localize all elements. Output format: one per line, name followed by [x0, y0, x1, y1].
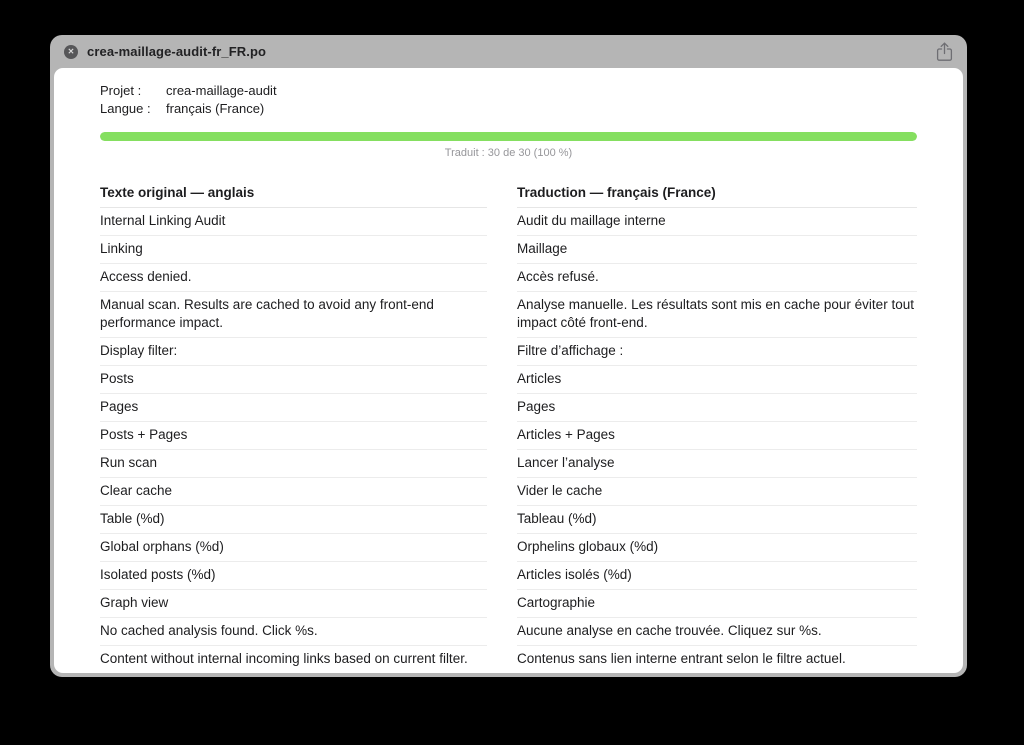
table-row	[100, 422, 917, 450]
table-row	[100, 338, 917, 366]
project-label: Projet :	[100, 83, 142, 98]
translation-cell: Articles isolés (%d)	[517, 562, 917, 590]
translation-cell: Maillage	[517, 236, 917, 264]
translation-cell: Analyse manuelle. Les résultats sont mis en cache pour éviter tout impact côté front-end.	[517, 292, 917, 338]
language-label: Langue :	[100, 101, 151, 116]
share-icon[interactable]	[936, 42, 953, 62]
table-row	[100, 394, 917, 422]
translation-table	[100, 180, 917, 673]
source-cell: Display filter:	[100, 338, 487, 366]
table-header-translation: Traduction — français (France)	[517, 180, 917, 208]
source-cell: Table (%d)	[100, 506, 487, 534]
preview-window	[50, 35, 967, 677]
progress-bar-fill	[100, 132, 917, 141]
translation-cell: Articles	[517, 366, 917, 394]
table-row	[100, 646, 917, 673]
translation-cell: Aucune analyse en cache trouvée. Cliquez sur %s.	[517, 618, 917, 646]
translation-cell: Cartographie	[517, 590, 917, 618]
source-cell: Isolated posts (%d)	[100, 562, 487, 590]
translation-cell: Lancer l’analyse	[517, 450, 917, 478]
language-row	[100, 100, 917, 118]
window-title: crea-maillage-audit-fr_FR.po	[87, 44, 267, 59]
translation-cell: Filtre d’affichage :	[517, 338, 917, 366]
source-cell: Graph view	[100, 590, 487, 618]
source-cell: Internal Linking Audit	[100, 208, 487, 236]
table-row	[100, 264, 917, 292]
table-row	[100, 506, 917, 534]
source-cell: Manual scan. Results are cached to avoid any front-end performance impact.	[100, 292, 487, 338]
translation-cell: Orphelins globaux (%d)	[517, 534, 917, 562]
table-row	[100, 208, 917, 236]
source-cell: Run scan	[100, 450, 487, 478]
source-cell: Content without internal incoming links based on current filter.	[100, 646, 487, 673]
table-row	[100, 618, 917, 646]
source-cell: Posts	[100, 366, 487, 394]
translation-cell: Tableau (%d)	[517, 506, 917, 534]
translation-table-body	[100, 208, 917, 673]
source-cell: Posts + Pages	[100, 422, 487, 450]
project-value: crea-maillage-audit	[166, 83, 277, 98]
file-metadata	[100, 82, 917, 118]
source-cell: Clear cache	[100, 478, 487, 506]
table-row	[100, 562, 917, 590]
translation-cell: Accès refusé.	[517, 264, 917, 292]
translation-cell: Articles + Pages	[517, 422, 917, 450]
translation-cell: Vider le cache	[517, 478, 917, 506]
progress-caption: Traduit : 30 de 30 (100 %)	[444, 147, 573, 159]
source-cell: No cached analysis found. Click %s.	[100, 618, 487, 646]
table-row	[100, 236, 917, 264]
translation-cell: Pages	[517, 394, 917, 422]
table-row	[100, 590, 917, 618]
project-row	[100, 82, 917, 100]
source-cell: Pages	[100, 394, 487, 422]
translation-cell: Contenus sans lien interne entrant selon le filtre actuel.	[517, 646, 917, 673]
table-row	[100, 292, 917, 338]
table-row	[100, 366, 917, 394]
source-cell: Global orphans (%d)	[100, 534, 487, 562]
titlebar	[50, 35, 967, 68]
table-header-source: Texte original — anglais	[100, 180, 487, 208]
table-row	[100, 478, 917, 506]
table-header-row	[100, 180, 917, 208]
progress-bar-track	[100, 132, 917, 141]
language-value: français (France)	[166, 101, 265, 116]
translation-cell: Audit du maillage interne	[517, 208, 917, 236]
close-icon[interactable]: ✕	[64, 45, 78, 59]
document-panel[interactable]	[54, 68, 963, 673]
table-row	[100, 450, 917, 478]
source-cell: Access denied.	[100, 264, 487, 292]
source-cell: Linking	[100, 236, 487, 264]
table-row	[100, 534, 917, 562]
